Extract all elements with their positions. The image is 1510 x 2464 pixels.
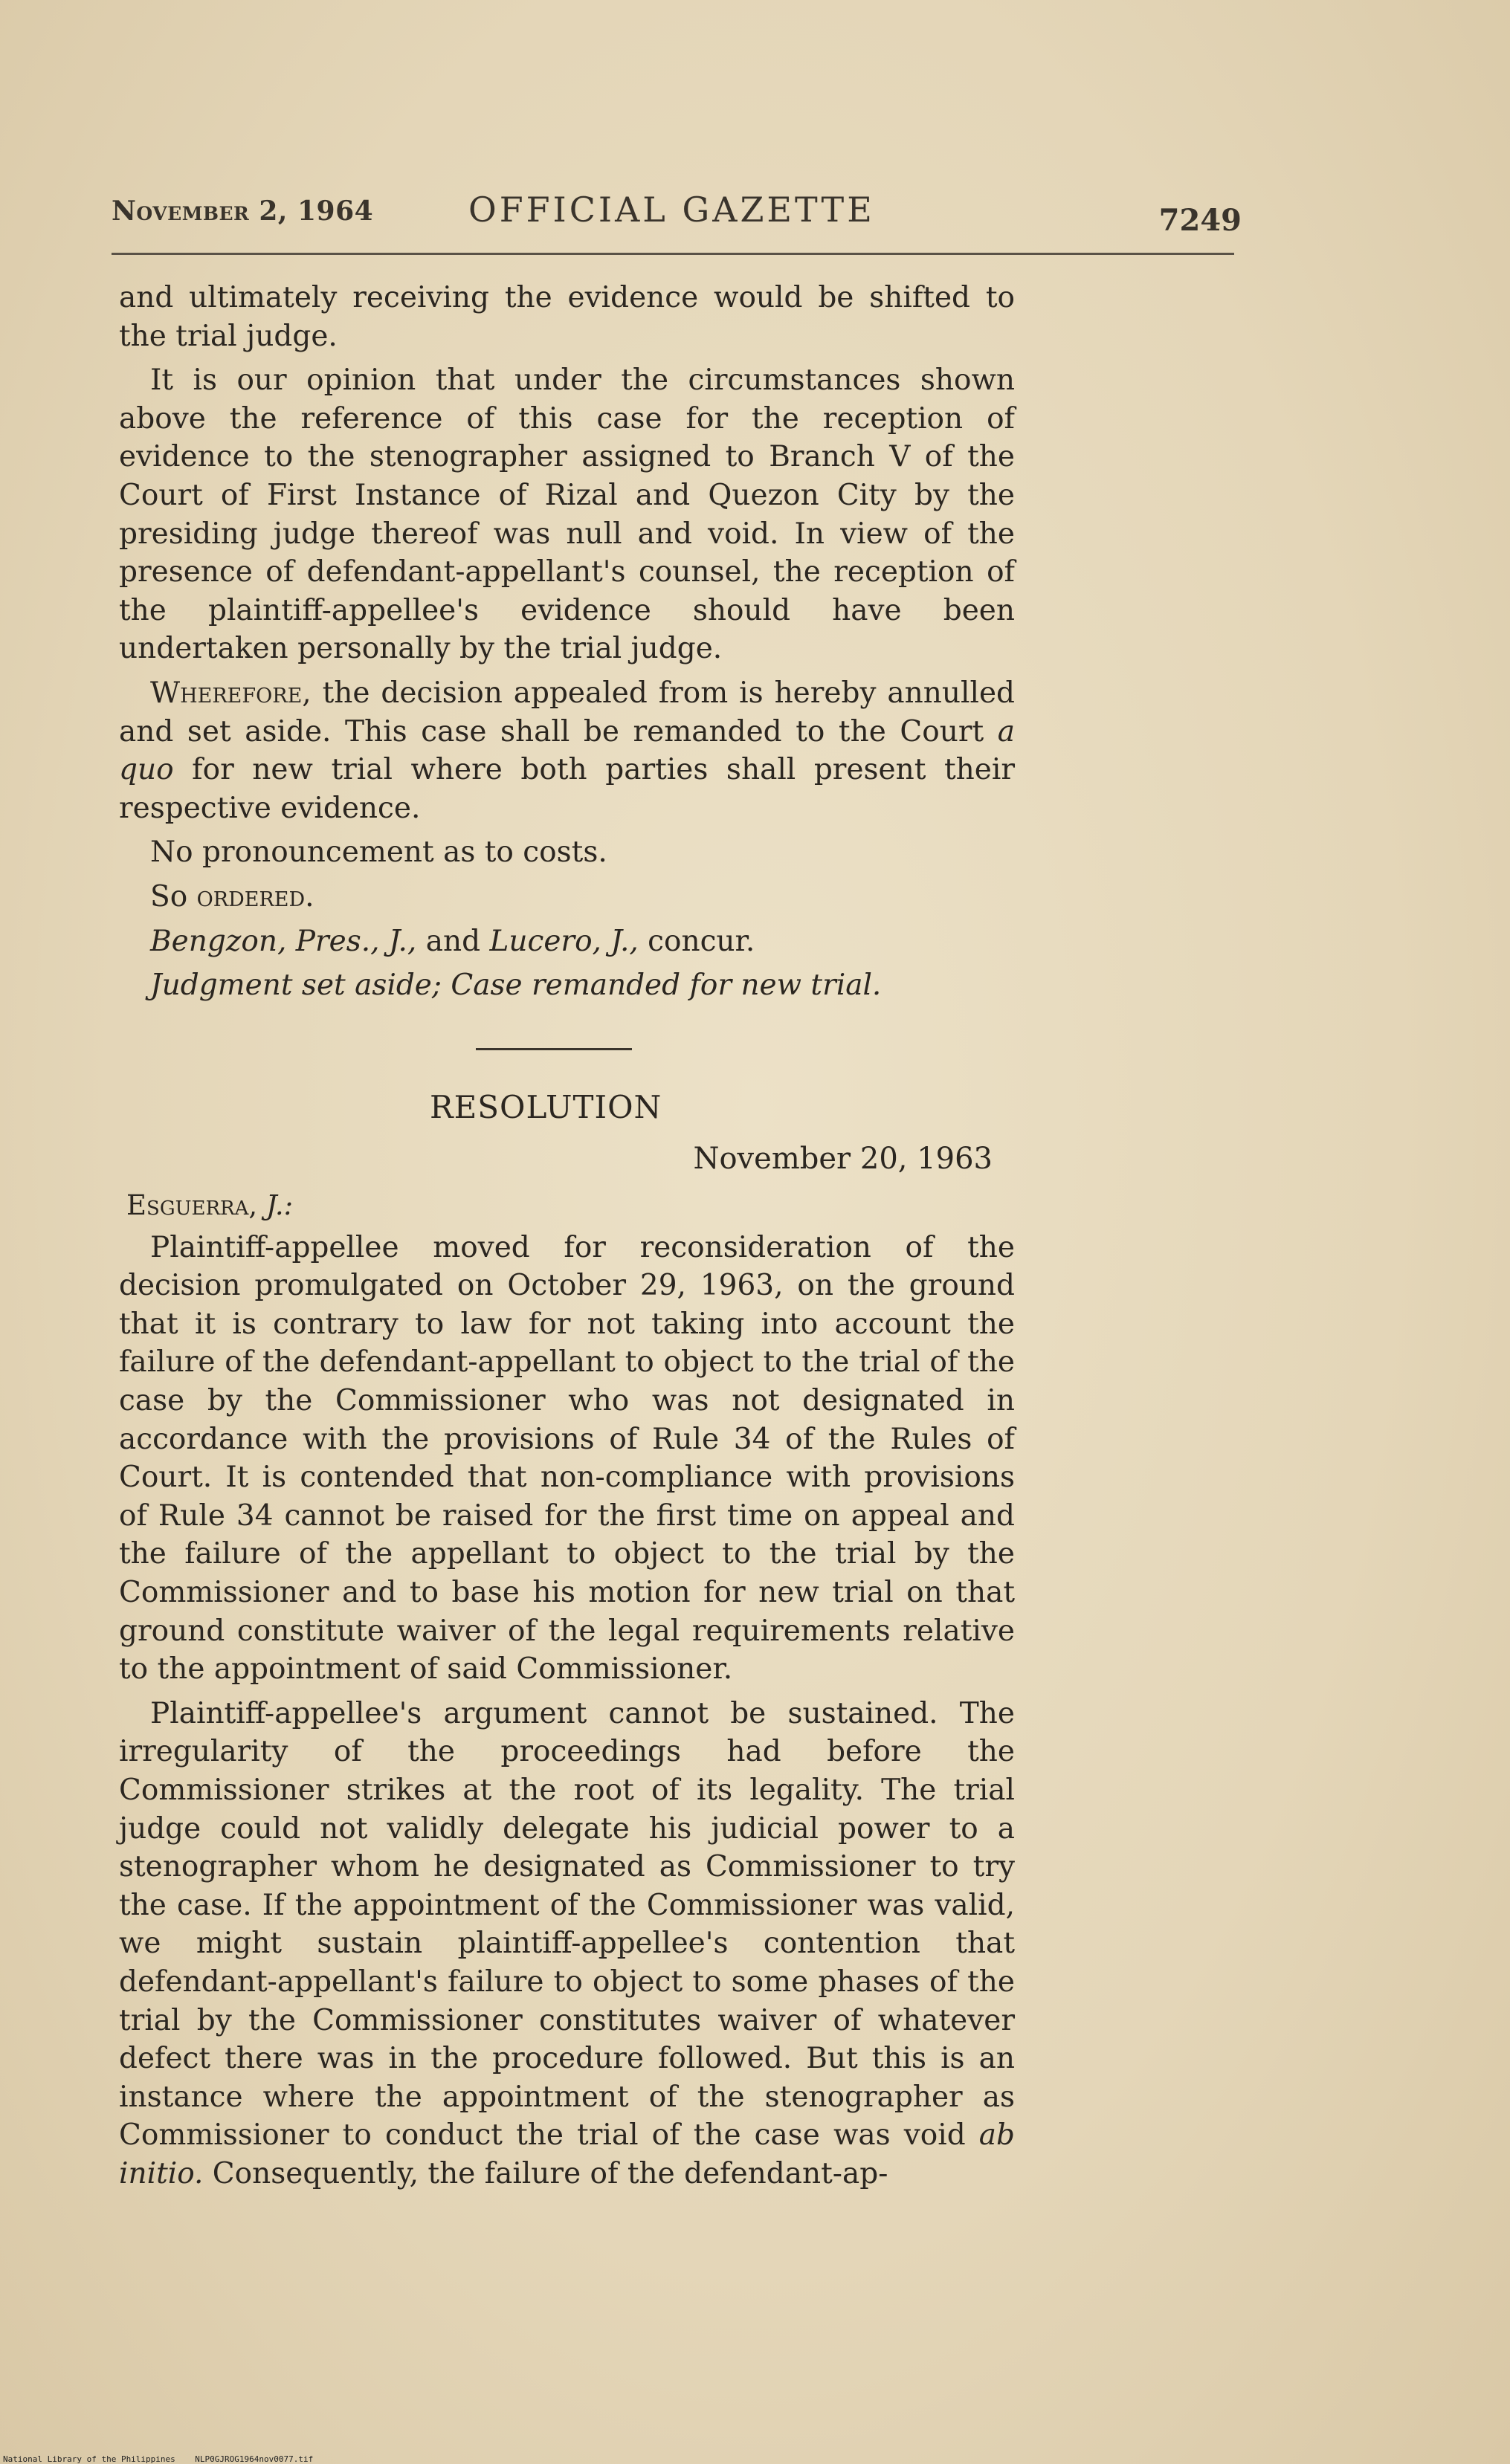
wherefore-lead: Wherefore, (150, 676, 312, 710)
resolution-heading: RESOLUTION (430, 1088, 662, 1125)
so-ordered-a: So (150, 879, 197, 914)
so-ordered-b: ordered. (196, 879, 314, 914)
resolution-author (126, 1189, 1015, 1221)
document-body (119, 279, 1015, 2199)
paragraph-opinion: It is our opinion that under the circumstances shown above the reference of this case for the reception of evidence to the stenographer assigned to Branch V of the Court of First Instance of Rizal and Quezon City by the presiding judge thereof was null and void. In view of the presence of defendant-appellant's counsel, the reception of the plaintiff-appellee's evidence should have been undertaken personally by the trial judge. (119, 363, 1015, 666)
concur-justice-2: Lucero, J., (489, 924, 639, 958)
header-date: November 2, 1964 (112, 195, 374, 227)
wherefore-text-b: for new trial where both parties shall present their respective evidence. (119, 753, 1015, 825)
scan-footer: National Library of the Philippines NLP0GJROG1964nov0077.tif (3, 2454, 314, 2464)
paragraph-concur (119, 922, 1015, 961)
concur-word: concur. (638, 924, 755, 958)
section-divider (476, 1048, 632, 1050)
concur-justice-1: Bengzon, Pres., J., (150, 924, 417, 958)
author-name: Esguerra, (126, 1189, 258, 1221)
paragraph-judgment: Judgment set aside; Case remanded for new trial. (150, 969, 882, 1003)
author-title: J.: (257, 1189, 294, 1221)
header-title: OFFICIAL GAZETTE (468, 190, 875, 230)
ab-initio: ab initio. (119, 2118, 1015, 2190)
header-page-number: 7249 (1158, 203, 1242, 238)
paragraph-wherefore (119, 674, 1015, 827)
wherefore-text-a: the decision appealed from is hereby annulled and set aside. This case shall be remanded to the Court (119, 676, 1015, 748)
resolution-p2-text-b: Consequently, the failure of the defendant-ap- (203, 2156, 888, 2190)
a-quo: a quo (119, 714, 1015, 787)
concur-and: and (416, 924, 490, 958)
paragraph-so-ordered (119, 878, 1015, 916)
resolution-p2-text-a: Plaintiff-appellee's argument cannot be sustained. The irregularity of the proceedings had before the Commissioner strikes at the root of its legality. The trial judge could not validly delegate his judicial power to a stenographer whom he designated as Commissioner to try the case. If the appointment of the Commissioner was valid, we might sustain plaintiff-appellee's contention that defendant-appellant's failure to object to some phases of the trial by the Commissioner constitutes waiver of whatever defect there was in the procedure followed. But this is an instance where the appointment of the stenographer as Commissioner to conduct the trial of the case was void (119, 1696, 1015, 2153)
resolution-paragraph-2 (119, 1695, 1015, 2193)
paragraph-continuation: and ultimately receiving the evidence would be shifted to the trial judge. (119, 281, 1015, 353)
header-rule (112, 253, 1234, 255)
page-header (112, 190, 1242, 249)
paragraph-costs: No pronouncement as to costs. (150, 835, 607, 870)
resolution-date: November 20, 1963 (693, 1141, 993, 1176)
resolution-paragraph-1: Plaintiff-appellee moved for reconsideration of the decision promulgated on October 29, 1963, on the ground that it is contrary to law for not taking into account the failure of the defendant-appellant to object to the trial of the case by the Commissioner who was not designated in accordance with the provisions of Rule 34 of the Rules of Court. It is contended that non-compliance with provisions of Rule 34 cannot be raised for the first time on appeal and the failure of the appellant to object to the trial by the Commissioner and to base his motion for new trial on that ground constitute waiver of the legal requirements relative to the appointment of said Commissioner. (119, 1230, 1015, 1687)
